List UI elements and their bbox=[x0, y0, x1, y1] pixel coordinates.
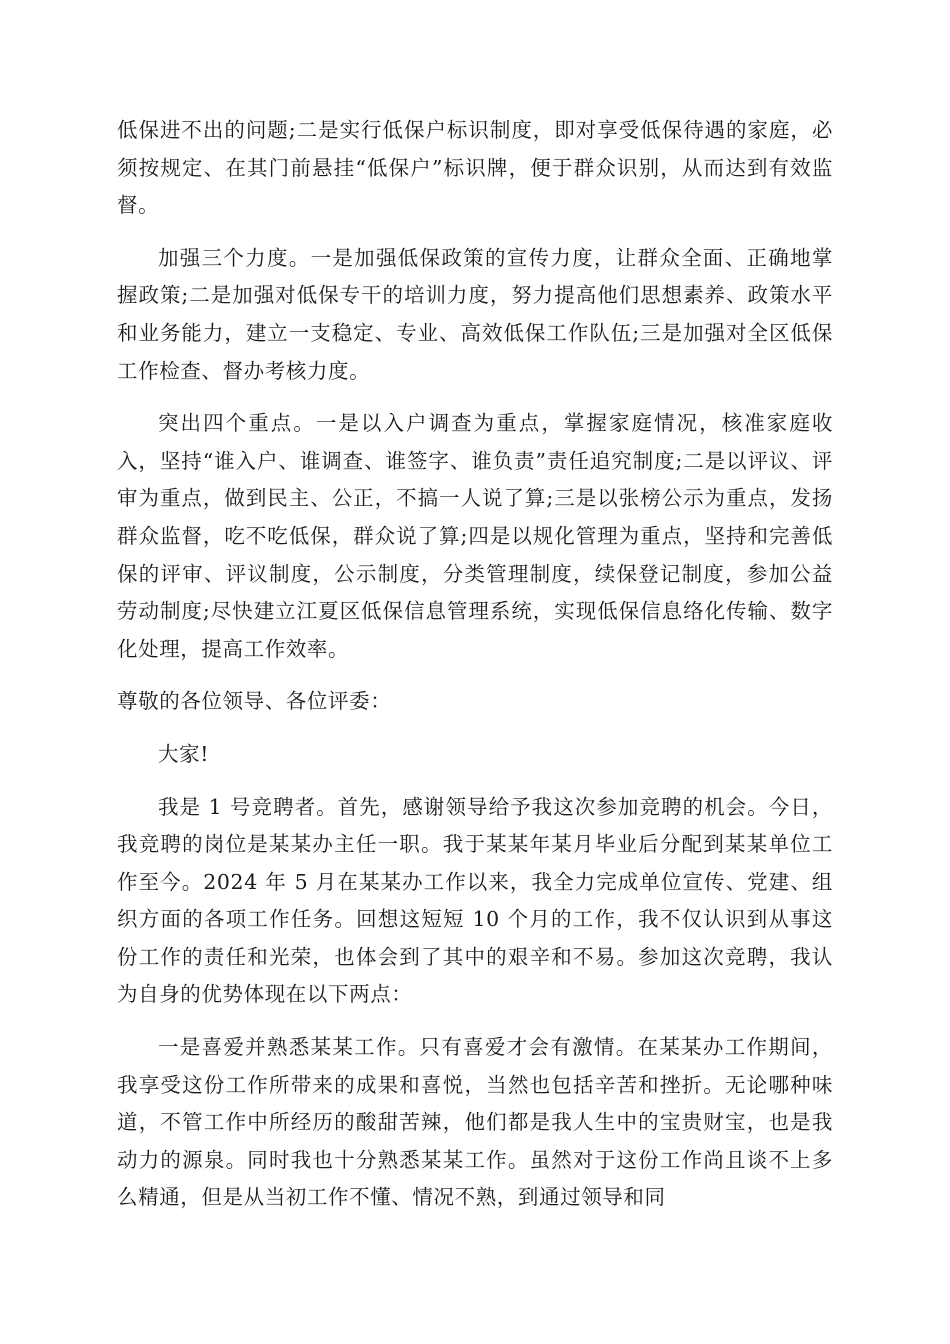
document-page bbox=[117, 112, 833, 1232]
paragraph-low-income-supervision: 低保进不出的问题;二是实行低保户标识制度，即对享受低保待遇的家庭，必须按规定、在其门前悬挂“低保户”标识牌，便于群众识别，从而达到有效监督。 bbox=[117, 118, 833, 218]
paragraph-three-strengths: 加强三个力度。一是加强低保政策的宣传力度，让群众全面、正确地掌握政策;二是加强对低保专干的培训力度，努力提高他们思想素养、政策水平和业务能力，建立一支稳定、专业、高效低保工作队伍;三是加强对全区低保工作检查、督办考核力度。 bbox=[117, 245, 833, 383]
paragraph-salutation: 尊敬的各位领导、各位评委： bbox=[117, 689, 392, 714]
paragraph-greeting: 大家! bbox=[158, 741, 210, 766]
paragraph-first-advantage: 一是喜爱并熟悉某某工作。只有喜爱才会有激情。在某某办工作期间，我享受这份工作所带来的成果和喜悦，当然也包括辛苦和挫折。无论哪种味道，不管工作中所经历的酸甜苦辣，他们都是我人生中的宝贵财宝，也是我动力的源泉。同时我也十分熟悉某某工作。虽然对于这份工作尚且谈不上多么精通，但是从当初工作不懂、情况不熟，到通过领导和同 bbox=[117, 1035, 833, 1210]
paragraph-self-introduction: 我是 1 号竞聘者。首先，感谢领导给予我这次参加竞聘的机会。今日，我竞聘的岗位是某某办主任一职。我于某某年某月毕业后分配到某某单位工作至今。2024 年 5 月在某某办工作以来，我全力完成单位宣传、党建、组织方面的各项工作任务。回想这短短 10 个月的工作，我不仅认识到从事这份工作的责任和光荣，也体会到了其中的艰辛和不易。参加这次竞聘，我认为自身的优势体现在以下两点： bbox=[117, 794, 833, 1007]
paragraph-four-priorities: 突出四个重点。一是以入户调查为重点，掌握家庭情况，核准家庭收入，坚持“谁入户、谁调查、谁签字、谁负责”责任追究制度;二是以评议、评审为重点，做到民主、公正，不搞一人说了算;三是以张榜公示为重点，发扬群众监督，吃不吃低保，群众说了算;四是以规化管理为重点，坚持和完善低保的评审、评议制度，公示制度，分类管理制度，续保登记制度，参加公益劳动制度;尽快建立江夏区低保信息管理系统，实现低保信息络化传输、数字化处理，提高工作效率。 bbox=[117, 411, 833, 661]
